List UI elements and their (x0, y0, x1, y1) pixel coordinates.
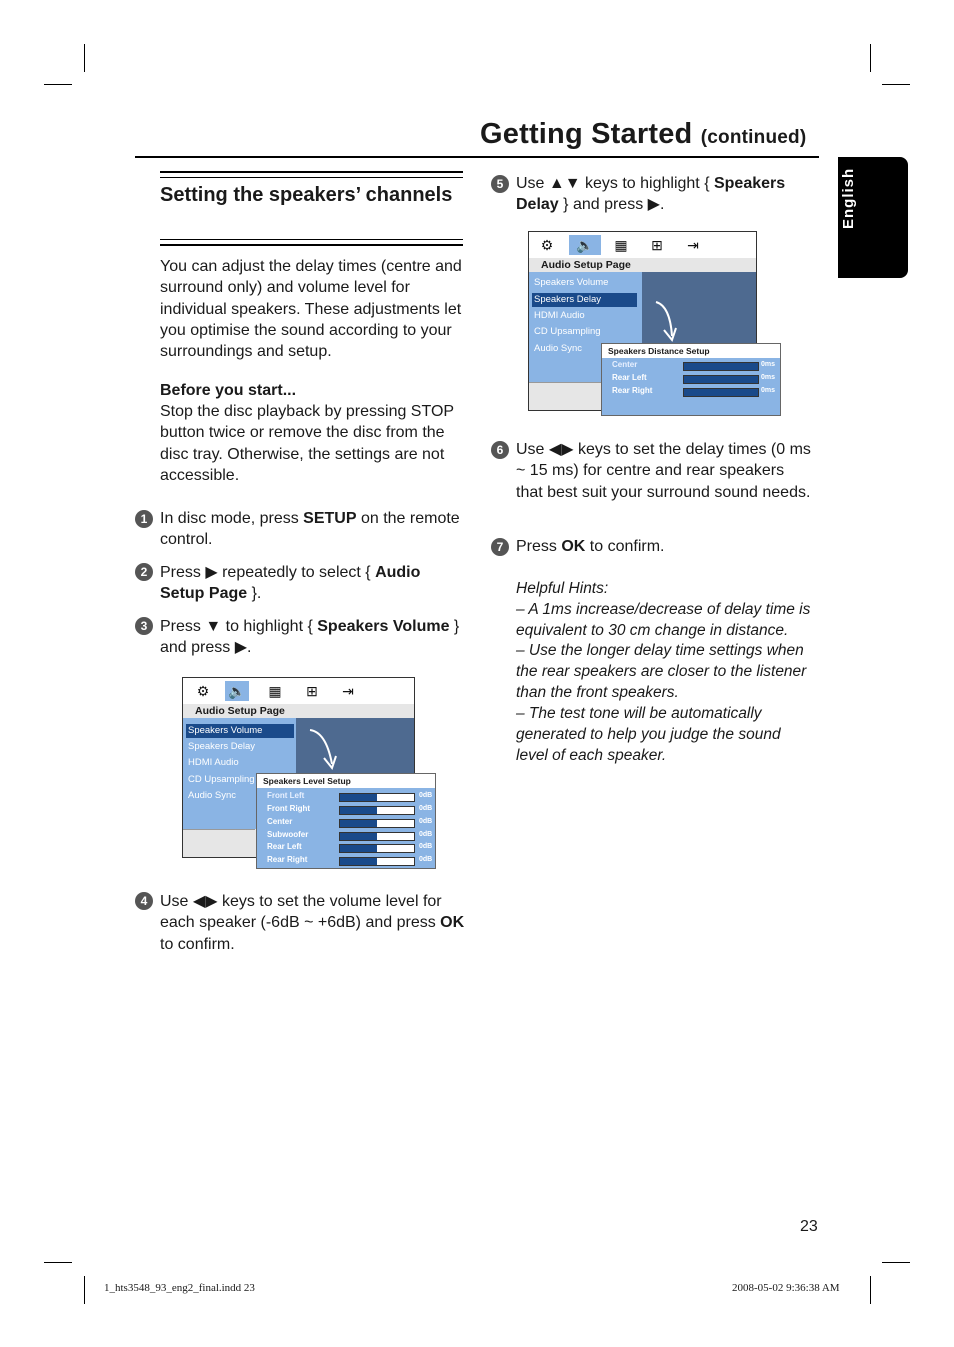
menu-item-hdmi-audio[interactable]: HDMI Audio (534, 310, 585, 321)
step-6: Use ◀▶ keys to set the delay times (0 ms ~ 15 ms) for centre and rear speakers that best suit your surround sound needs. (516, 441, 811, 501)
language-tab-label: English (840, 167, 857, 229)
level-row-label: Rear Right (267, 854, 308, 864)
step-2: Press ▶ repeatedly to select { Audio Setup Page }. (160, 564, 421, 603)
step-5: Use ▲▼ keys to highlight { Speakers Delay } and press ▶. (516, 175, 786, 214)
step-3: Press ▼ to highlight { Speakers Volume } and press ▶. (160, 618, 460, 657)
film-icon: ▦ (614, 237, 628, 253)
level-value: 0dB (419, 830, 433, 838)
level-bar-fill (340, 820, 377, 827)
step-1: In disc mode, press SETUP on the remote control. (160, 510, 460, 549)
step-7: Press OK to confirm. (516, 538, 665, 555)
level-row[interactable] (257, 855, 435, 867)
level-bar-fill (684, 363, 758, 370)
intro-paragraph: You can adjust the delay times (centre and surround only) and volume level for individual speakers. These adjustments let you optimise the sound according to your surroundings and setup. (160, 258, 462, 361)
footer-timestamp: 2008-05-02 9:36:38 AM (732, 1282, 840, 1294)
grid-icon: ⊞ (651, 237, 663, 253)
level-value: 0dB (419, 855, 433, 863)
crop-mark (882, 1262, 910, 1263)
level-bar[interactable] (683, 375, 759, 384)
arrow-icon (642, 272, 756, 344)
settings-tools-icon: ⚙ (196, 683, 210, 699)
level-value: 0ms (761, 361, 776, 368)
level-row-label: Rear Left (612, 373, 647, 382)
menu-item-cd-upsampling[interactable]: CD Upsampling (534, 326, 601, 337)
hints-title: Helpful Hints: (516, 580, 609, 597)
step-number: 7 (491, 538, 509, 556)
level-bar[interactable] (339, 832, 415, 841)
level-bar[interactable] (683, 388, 759, 397)
crop-mark (870, 1276, 871, 1304)
crop-mark (84, 1276, 85, 1304)
level-value: 0dB (419, 804, 433, 812)
level-row-label: Front Left (267, 791, 305, 800)
level-value: 0dB (419, 792, 433, 799)
osd-header: Audio Setup Page (183, 704, 414, 718)
level-bar-fill (340, 794, 377, 801)
before-title: Before you start... (160, 382, 297, 399)
speaker-icon: 🔈 (569, 235, 601, 255)
osd-toolbar (529, 232, 756, 258)
level-row[interactable] (602, 360, 780, 372)
level-bar[interactable] (339, 806, 415, 815)
sub-panel-title: Speakers Distance Setup (602, 344, 780, 358)
osd-toolbar (183, 678, 414, 704)
sub-panel-title: Speakers Level Setup (257, 774, 435, 788)
speaker-icon: 🔈 (225, 681, 249, 701)
menu-item-speakers-delay[interactable]: Speakers Delay (532, 293, 637, 307)
level-row-label: Rear Right (612, 386, 653, 395)
level-bar-fill (684, 389, 758, 396)
language-tab (838, 157, 908, 278)
section-rule-top (160, 171, 463, 178)
crop-mark (44, 84, 72, 85)
level-row-label: Front Right (267, 803, 311, 813)
page-title: Getting Started (continued) (480, 118, 807, 150)
step-4: Use ◀▶ keys to set the volume level for each speaker (-6dB ~ +6dB) and press OK to confirm. (160, 893, 465, 953)
osd-header: Audio Setup Page (529, 258, 756, 272)
before-text: Stop the disc playback by pressing STOP button twice or remove the disc from the disc tray. Otherwise, the settings are not accessible. (160, 403, 454, 484)
level-bar-fill (340, 833, 377, 840)
level-row[interactable] (257, 817, 435, 829)
level-row-label: Rear Left (267, 842, 302, 851)
speakers-level-setup-panel (256, 773, 436, 869)
hint-line: – Use the longer delay time settings when the rear speakers are closer to the listener than the front speakers. (516, 642, 807, 701)
level-bar[interactable] (339, 819, 415, 828)
film-icon: ▦ (268, 683, 282, 699)
step-number: 5 (491, 175, 509, 193)
exit-icon: ⇥ (342, 683, 354, 699)
level-bar-fill (340, 858, 377, 865)
step-number: 4 (135, 892, 153, 910)
level-bar-fill (340, 807, 377, 814)
step-number: 3 (135, 617, 153, 635)
menu-item-speakers-delay[interactable]: Speakers Delay (188, 741, 256, 752)
level-value: 0ms (761, 374, 776, 381)
speakers-distance-setup-panel (601, 343, 781, 416)
level-value: 0dB (419, 818, 433, 825)
step-number: 1 (135, 510, 153, 528)
hint-line: – The test tone will be automatically generated to help you judge the sound level of each speaker. (516, 705, 781, 764)
osd-footer (529, 382, 601, 410)
osd-footer (183, 829, 255, 857)
level-value: 0ms (761, 387, 776, 394)
step-number: 2 (135, 563, 153, 581)
level-row[interactable] (257, 842, 435, 854)
level-row[interactable] (602, 373, 780, 385)
settings-tools-icon: ⚙ (540, 237, 554, 253)
level-row-label: Center (267, 817, 293, 826)
crop-mark (882, 84, 910, 85)
level-value: 0dB (419, 843, 433, 850)
menu-item-cd-upsampling[interactable]: CD Upsampling (188, 774, 255, 785)
level-bar-fill (340, 845, 377, 852)
level-bar[interactable] (339, 793, 415, 802)
title-rule (135, 156, 819, 158)
footer-file: 1_hts3548_93_eng2_final.indd 23 (104, 1282, 255, 1294)
crop-mark (44, 1262, 72, 1263)
level-row-label: Center (612, 360, 638, 369)
grid-icon: ⊞ (306, 683, 318, 699)
level-bar[interactable] (339, 844, 415, 853)
level-bar-fill (684, 376, 758, 383)
level-bar[interactable] (683, 362, 759, 371)
level-bar[interactable] (339, 857, 415, 866)
level-row[interactable] (257, 804, 435, 816)
section-rule-bottom (160, 239, 463, 246)
section-title: Setting the speakers’ channels (160, 184, 453, 206)
menu-item-speakers-volume[interactable]: Speakers Volume (186, 724, 294, 738)
level-row[interactable] (257, 791, 435, 803)
arrow-icon (296, 718, 414, 774)
level-row[interactable] (257, 830, 435, 842)
page-number: 23 (800, 1218, 818, 1235)
title-continued: (continued) (700, 127, 807, 148)
level-row-label: Subwoofer (267, 829, 309, 839)
step-number: 6 (491, 441, 509, 459)
osd-right-panel (642, 272, 756, 344)
level-row[interactable] (602, 386, 780, 398)
menu-item-speakers-volume[interactable]: Speakers Volume (534, 277, 609, 288)
menu-item-hdmi-audio[interactable]: HDMI Audio (188, 757, 239, 768)
crop-mark (870, 44, 871, 72)
menu-item-audio-sync[interactable]: Audio Sync (534, 343, 583, 354)
crop-mark (84, 44, 85, 72)
hint-line: – A 1ms increase/decrease of delay time is equivalent to 30 cm change in distance. (516, 601, 811, 639)
osd-right-panel (296, 718, 414, 774)
exit-icon: ⇥ (687, 237, 699, 253)
menu-item-audio-sync[interactable]: Audio Sync (188, 790, 237, 801)
